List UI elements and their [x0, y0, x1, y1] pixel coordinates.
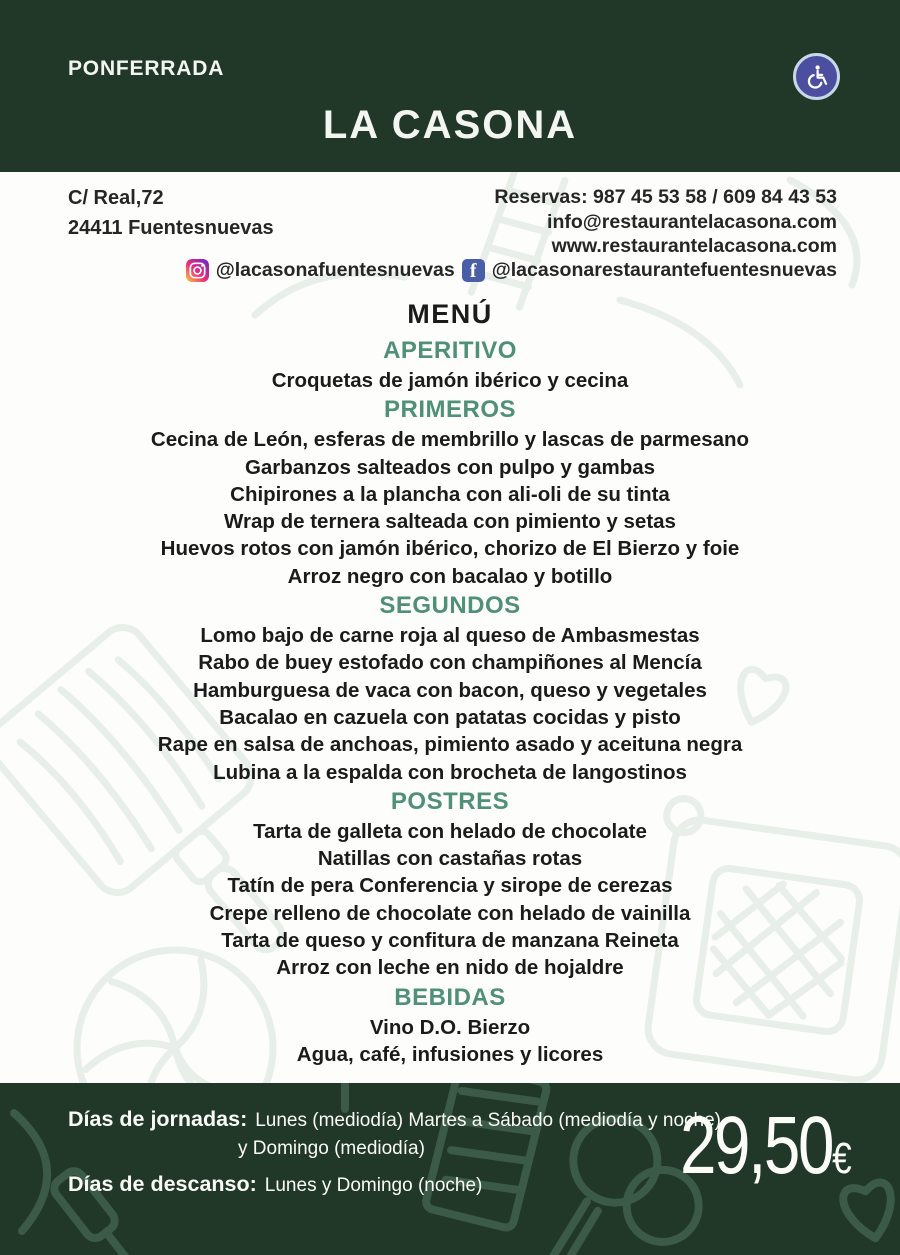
- menu-item: Arroz negro con bacalao y botillo: [287, 564, 613, 588]
- menu-item: Lomo bajo de carne roja al queso de Ambasmestas: [200, 624, 700, 648]
- schedule-block: [68, 1105, 721, 1200]
- menu-item: Vino D.O. Bierzo: [369, 1015, 531, 1039]
- section-segundos: [0, 592, 900, 786]
- wheelchair-icon: [803, 63, 830, 90]
- menu-item: Hamburguesa de vaca con bacon, queso y vegetales: [193, 678, 707, 702]
- menu-item: Chipirones a la plancha con ali-oli de su tinta: [230, 482, 670, 506]
- wheelchair-accessibility-badge: [793, 53, 840, 100]
- reservations-phones[interactable]: Reservas: 987 45 53 58 / 609 84 43 53: [494, 186, 837, 208]
- price-amount: 29,50: [680, 1100, 833, 1191]
- section-title: PRIMEROS: [383, 396, 516, 424]
- menu-item: Tarta de galleta con helado de chocolate: [253, 819, 647, 843]
- menu-price: [680, 1091, 852, 1214]
- facebook-handle[interactable]: @lacasonarestaurantefuentesnuevas: [491, 259, 837, 281]
- section-title: BEBIDAS: [394, 983, 506, 1011]
- section-title: SEGUNDOS: [379, 592, 521, 620]
- menu-body: [0, 299, 900, 1068]
- menu-item: Garbanzos salteados con pulpo y gambas: [244, 455, 656, 479]
- address-city: 24411 Fuentesnuevas: [68, 217, 274, 239]
- section-aperitivo: [0, 337, 900, 394]
- section-title: POSTRES: [390, 787, 510, 815]
- section-bebidas: [0, 984, 900, 1069]
- menu-item: Cecina de León, esferas de membrillo y lascas de parmesano: [150, 428, 750, 452]
- section-primeros: [0, 396, 900, 590]
- contact-section: [68, 183, 837, 282]
- menu-item: Agua, café, infusiones y licores: [296, 1042, 604, 1066]
- website-link[interactable]: www.restaurantelacasona.com: [551, 235, 837, 257]
- header: [0, 0, 900, 172]
- instagram-handle[interactable]: @lacasonafuentesnuevas: [215, 259, 455, 281]
- menu-item: Tatín de pera Conferencia y sirope de cerezas: [227, 874, 673, 898]
- menu-item: Tarta de queso y confitura de manzana Reineta: [221, 929, 679, 953]
- menu-heading: MENÚ: [407, 299, 493, 329]
- facebook-icon[interactable]: f: [462, 259, 485, 282]
- jornadas-label: Días de jornadas:: [68, 1107, 248, 1131]
- menu-item: Rape en salsa de anchoas, pimiento asado y aceituna negra: [157, 733, 743, 757]
- menu-item: Rabo de buey estofado con champiñones al Mencía: [198, 651, 702, 675]
- menu-item: Bacalao en cazuela con patatas cocidas y pisto: [219, 705, 681, 729]
- address-street: C/ Real,72: [68, 187, 164, 209]
- city-label: PONFERRADA: [68, 57, 225, 80]
- menu-item: Natillas con castañas rotas: [317, 847, 583, 871]
- menu-item: Arroz con leche en nido de hojaldre: [276, 956, 624, 980]
- section-title: APERITIVO: [383, 337, 517, 364]
- email-link[interactable]: info@restaurantelacasona.com: [547, 210, 837, 233]
- menu-item: Crepe relleno de chocolate con helado de vainilla: [209, 901, 691, 925]
- descanso-value: Lunes y Domingo (noche): [264, 1175, 483, 1196]
- instagram-icon[interactable]: [186, 259, 209, 282]
- menu-item: Wrap de ternera salteada con pimiento y setas: [224, 510, 676, 534]
- section-postres: [0, 788, 900, 982]
- jornadas-value: Lunes (mediodía) Martes a Sábado (mediodía y noche): [255, 1110, 721, 1131]
- jornadas-value-2: y Domingo (mediodía): [238, 1138, 425, 1159]
- descanso-label: Días de descanso:: [68, 1172, 257, 1196]
- menu-item: Lubina a la espalda con brocheta de langostinos: [213, 760, 687, 784]
- restaurant-title: LA CASONA: [322, 103, 578, 147]
- menu-item: Huevos rotos con jamón ibérico, chorizo de El Bierzo y foie: [160, 537, 740, 561]
- menu-item: Croquetas de jamón ibérico y cecina: [271, 369, 629, 392]
- euro-sign: €: [832, 1134, 852, 1183]
- footer: [0, 1083, 900, 1255]
